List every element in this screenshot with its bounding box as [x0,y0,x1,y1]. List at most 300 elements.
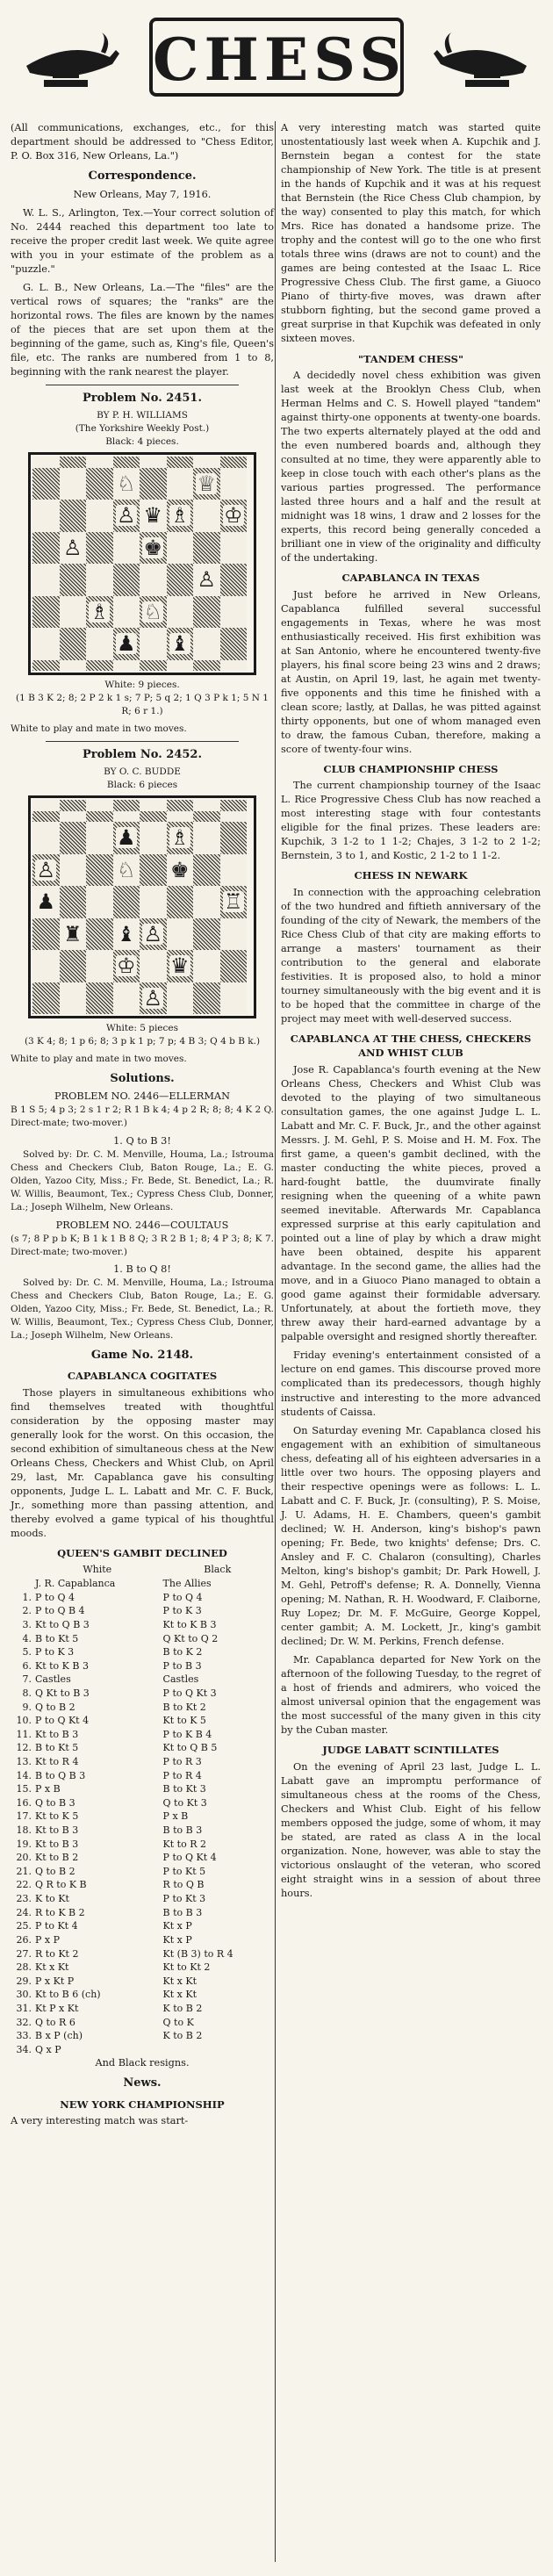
board-square [140,500,167,532]
move-row [11,2029,274,2043]
black-move: B to Kt 2 [162,1701,206,1713]
board-square [60,564,87,596]
game-intro: Those players in simultaneous exhibitions who find themselves treated with thoughtful consideration by the opposing master may generally look for the worst. On this occasion, the second exhibition of simultaneous chess at the New Orleans Chess, Checkers and Whist Club, on April 29, last, Mr. Capablanca gave his consulting opponents, Judge L. L. Labatt and Mr. C. F. Buck, Jr., something more than passing attention, and thereby evolved a game typical of his thoughtful moods. [11,1386,274,1540]
problem-title: Problem No. 2452. [83,747,202,761]
board-square [86,822,113,854]
move-number: 12. [16,1742,32,1754]
move-row [11,1782,274,1796]
move-row [11,1988,274,2002]
news-paragraph: On Saturday evening Mr. Capablanca closed his engagement with an exhibition of simultaneous chess, defeating all of his eighteen adversaries in a little over two hours. The opposing players and their respective openings were as follows: L. L. Labatt and C. F. Buck, Jr. (consulting), P. S. Moise, J. U. Adams, H. E. Chambers, queen's gambit declined; W. H. Anderson, king's bishop's pawn opening; Fr. Bede, two knights' defense; Drs. C. Ansley and F. C. Chalaron (consulting), Charles Melton, king's bishop's gambit; Dr. Park Howell, J. M. Gehl, Petroff's defense; R. A. Donnelly, Vienna opening; M. Nathan, R. H. Woodward, F. Claiborne, Ruy Lopez; Dr. M. F. McGuire, George Koppel, center gambit; A. M. Lockett, Jr., king's gambit declined; Dr. W. M. Perkins, French defense. [281,1424,541,1648]
board-square [167,800,194,811]
board-square [113,532,140,565]
news-subheading: "TANDEM CHESS" [358,352,463,365]
news-paragraph: Jose R. Capablanca's fourth evening at the New Orleans Chess, Checkers and Whist Club was devoted to the playing of two simultaneous consultation games, the one against Judge L. L. Labatt and Mr. C. F. Buck, Jr., and the other against Messrs. J. M. Gehl, P. S. Moise and H. M. Fox. The first game, a queen's gambit declined, with the master conducting the white pieces, proved a hard-fought battle, the duumvirate finally resigning when the queening of a white pawn seemed inevitable. Afterwards Mr. Capablanca expressed surprise at this early capitulation and pointed out a line of play by which a draw might have been obtained, despite his apparent advantage. In the second game, the allies had the move, and in a Giuoco Piano managed to obtain a good game against their formidable adversary. Unfortunately, at about the fortieth move, they threw away their hard-earned advantage by a palpable oversight and resigned shortly thereafter. [281,1063,541,1343]
move-number: 1. [22,1591,32,1603]
chess-piece-icon: ♟ [36,889,55,915]
chess-piece-icon: ♘ [143,599,162,624]
board-square [220,950,248,982]
black-move: Kt x P [162,1920,192,1932]
move-row [11,1645,274,1659]
move-row [11,1714,274,1728]
black-move: Q to K [162,2016,194,2028]
chess-piece-icon: ♝ [116,921,136,946]
game-opening: QUEEN'S GAMBIT DECLINED [57,1547,227,1560]
white-move: Q to R 6 [35,2016,75,2028]
problem-task: White to play and mate in two moves. [11,1053,187,1064]
white-move: Q to B 2 [35,1865,75,1877]
news-subheading: NEW YORK CHAMPIONSHIP [60,2097,225,2111]
chess-piece-icon: ♛ [169,953,190,979]
chessboard-frame [28,795,256,1018]
board-square [140,564,167,596]
white-move: Q to B 3 [35,1796,75,1809]
news-paragraph: A decidedly novel chess exhibition was given last week at the Brooklyn Chess Club, when Herman Helms and C. S. Howell played "tandem" against thirty-one opponents at twenty-one boards. The two experts alternately played at the odd and the even numbered boards and, although they consulted at no time, they were apparently able to keep in close touch with each other's plans as the various parties progressed. The performance lasted three hours and a half and the result at midnight was 18 wins, 1 draw and 2 losses for the experts, this record being generally conceded a brilliant one in view of the originality and difficulty of the undertaking. [281,369,541,565]
white-move: Kt to B 3 [35,1824,79,1837]
board-square [193,822,220,854]
black-move: Kt to R 2 [162,1838,206,1850]
board-square [60,886,87,918]
move-list [11,1563,274,2056]
black-move: K to B 2 [162,2002,203,2014]
black-move: P to Q Kt 3 [162,1687,217,1699]
board-square [32,918,60,951]
move-row [11,1810,274,1824]
move-row [11,2043,274,2057]
chess-piece-icon: ♚ [143,535,162,560]
move-row [11,1961,274,1975]
black-move: B to B 3 [162,1824,203,1837]
board-square [86,564,113,596]
move-row [11,1687,274,1701]
board-square [86,811,113,823]
move-row [11,1933,274,1947]
board-square [140,822,167,854]
move-number: 6. [22,1659,32,1672]
news-subheading: CAPABLANCA AT THE CHESS, CHECKERS AND WHIST CLUB [290,1033,532,1060]
board-square [220,811,248,823]
black-move: P to Q 4 [162,1591,203,1603]
solution-solvers: Solved by: Dr. C. M. Menville, Houma, La.; Istrouma Chess and Checkers Club, Baton Rouge, La.; E. G. Olden, Yazoo City, Miss.; Fr. Bede, St. Benedict, La.; R. W. Willis, Beaumont, Tex.; Cypress Chess Club, Donner, La.; Joseph Wilhelm, New Orleans. [11,1149,274,1212]
white-move: P to K 3 [35,1646,75,1659]
board-square [167,468,194,500]
board-square [220,596,248,629]
board-square [86,854,113,887]
board-square [140,886,167,918]
chess-piece-icon: ♘ [116,857,136,882]
news-subheading: JUDGE LABATT SCINTILLATES [322,1744,499,1757]
news-subheading: CAPABLANCA IN TEXAS [341,572,480,585]
board-square [167,811,194,823]
board-square [140,800,167,811]
board-square [113,854,140,887]
board-square [60,596,87,629]
board-square [86,628,113,660]
move-number: 26. [16,1933,32,1946]
news-paragraph: Mr. Capablanca departed for New York on the afternoon of the following Tuesday, to the regret of a host of friends and admirers, who voiced the almost universal opinion that the engagement was the most successful of the many given in this city by the Cuban master. [281,1654,541,1737]
board-square [220,532,248,565]
black-column-head: Black [204,1564,232,1576]
black-move: P to K 3 [162,1605,202,1617]
board-square [193,800,220,811]
board-square [60,950,87,982]
board-square [140,468,167,500]
board-square [60,800,87,811]
board-square [60,500,87,532]
board-square [140,950,167,982]
board-square [193,854,220,887]
chess-piece-icon: ♘ [116,471,136,496]
chess-piece-icon: ♙ [197,567,216,593]
masthead-title: CHESS [149,18,404,97]
board-square [167,854,194,887]
chess-piece-icon: ♙ [62,535,83,560]
move-number: 8. [22,1687,32,1699]
board-square [220,628,248,660]
black-move: B to Kt 3 [162,1783,206,1795]
board-square [167,660,194,672]
game-result: And Black resigns. [95,2057,190,2069]
problem-task: White to play and mate in two moves. [11,723,187,734]
move-row [11,1755,274,1769]
chess-piece-icon: ♗ [90,599,109,624]
correspondence-heading: Correspondence. [88,169,197,183]
move-number: 5. [22,1646,32,1659]
black-move: Kt (B 3) to R 4 [162,1947,233,1960]
intro-note: (All communications, exchanges, etc., for this department should be addressed to "Chess Editor, P. O. Box 316, New Orleans, La.") [11,122,274,162]
board-square [32,822,60,854]
move-number: 27. [16,1947,32,1960]
correspondence-reply: G. L. B., New Orleans, La.—The "files" are the vertical rows of squares; the "ranks" are the horizontal rows. The files are known by the names of the pieces that are set upon them at the beginning of the game, such as, King's file, Queen's file, etc. The ranks are numbered from 1 to 8, beginning with the rank nearest the player. [11,281,274,378]
board-square [220,564,248,596]
white-move: B to Q B 3 [35,1769,86,1781]
move-row [11,1618,274,1632]
chessboard [32,800,247,1014]
black-move: Kt to K 5 [162,1715,206,1727]
board-square [113,457,140,468]
move-number: 34. [16,2043,32,2055]
board-square [193,468,220,500]
board-square [60,822,87,854]
board-square [113,982,140,1015]
move-number: 21. [16,1865,32,1877]
move-number: 24. [16,1906,32,1918]
move-row [11,1632,274,1646]
board-square [32,886,60,918]
solution-notation: (s 7; 8 P p b K; B 1 k 1 B 8 Q; 3 R 2 B 1; 8; 4 P 3; 8; K 7. Direct-mate; two-mover.) [11,1233,274,1257]
board-square [140,854,167,887]
white-move: Kt to R 4 [35,1755,79,1767]
problem-notation: (3 K 4; 8; 1 p 6; 8; 3 p k 1 p; 7 p; 4 B 3; Q 4 b B k.) [24,1035,261,1047]
lamp-of-knowledge-icon [18,31,123,92]
move-number: 15. [16,1783,32,1795]
board-square [140,596,167,629]
black-move: P to K B 4 [162,1728,212,1740]
board-square [60,660,87,672]
black-move: Kt to Q B 5 [162,1742,218,1754]
news-paragraph: On the evening of April 23 last, Judge L. L. Labatt gave an impromptu performance of simultaneous chess at the rooms of the Chess, Checkers and Whist Club. Eight of his fellow members opposed the judge, some of whom, it may be stated, are rated as class A in the local organization. None, however, was able to stay the victorious onslaught of the veteran, who scored eight straight wins in a session of about three hours. [281,1760,541,1899]
board-square [32,800,60,811]
white-move: R to Kt 2 [35,1947,79,1960]
chess-piece-icon: ♙ [143,921,162,946]
white-move: P to Q 4 [35,1591,75,1603]
board-square [140,628,167,660]
black-move: Kt x P [162,1933,192,1946]
white-move: Castles [35,1673,71,1686]
white-piece-count: White: 5 pieces [105,1023,179,1034]
problem-notation: (1 B 3 K 2; 8; 2 P 2 k 1 s; 7 P; 5 q 2; 1 Q 3 P k 1; 5 N 1 R; 6 r 1.) [16,693,269,716]
board-square [86,457,113,468]
white-column-head: White [83,1564,112,1576]
move-row [11,2002,274,2016]
move-number: 10. [16,1715,32,1727]
board-square [113,660,140,672]
problem-title: Problem No. 2451. [83,391,202,405]
move-number: 9. [22,1701,32,1713]
news-subheading: CHESS IN NEWARK [354,869,468,882]
board-square [193,982,220,1015]
solutions-heading: Solutions. [110,1071,175,1085]
chess-piece-icon: ♙ [36,857,55,882]
move-number: 22. [16,1879,32,1891]
board-square [220,660,248,672]
board-square [167,918,194,951]
chess-piece-icon: ♔ [116,953,136,979]
correspondence-reply: W. L. S., Arlington, Tex.—Your correct solution of No. 2444 reached this department too late to receive the proper credit last week. We quite agree with you in your estimate of the problem as a "puzzle." [11,206,274,275]
white-move: Kt to K B 3 [35,1659,89,1672]
board-square [167,596,194,629]
chess-piece-icon: ♜ [62,921,83,946]
black-move: Q to Kt 3 [162,1796,207,1809]
board-square [113,822,140,854]
move-number: 7. [22,1673,32,1686]
move-number: 29. [16,1975,32,1987]
left-column [11,121,274,2133]
chess-piece-icon: ♚ [169,857,190,882]
move-row [11,1947,274,1961]
board-square [167,500,194,532]
masthead [0,0,553,114]
chess-piece-icon: ♗ [169,503,190,529]
board-square [60,628,87,660]
black-move: B to K 2 [162,1646,203,1659]
move-row [11,1604,274,1618]
black-move: Kt to Kt 2 [162,1961,211,1974]
move-number: 13. [16,1755,32,1767]
board-square [220,800,248,811]
move-number: 23. [16,1893,32,1905]
white-move: Q R to K B [35,1879,87,1891]
board-square [140,918,167,951]
black-move: P to Q Kt 4 [162,1852,217,1864]
board-square [86,596,113,629]
black-player-name: The Allies [162,1578,212,1590]
move-row [11,1919,274,1933]
board-square [32,596,60,629]
move-number: 16. [16,1796,32,1809]
move-row [11,1851,274,1865]
lamp-of-knowledge-icon [430,31,535,92]
move-row [11,1591,274,1605]
white-move: Kt P x Kt [35,2002,79,2014]
board-square [32,500,60,532]
chess-piece-icon: ♝ [169,631,190,657]
board-square [167,886,194,918]
board-square [140,982,167,1015]
board-square [167,950,194,982]
black-move: B to B 3 [162,1906,203,1918]
white-move: B x P (ch) [35,2030,83,2042]
solution-title: PROBLEM NO. 2446—ELLERMAN [54,1090,230,1103]
board-square [193,500,220,532]
white-move: Q to B 2 [35,1701,75,1713]
board-square [86,800,113,811]
news-subheading: CLUB CHAMPIONSHIP CHESS [323,762,499,775]
black-move: P to R 3 [162,1755,202,1767]
white-move: P x Kt P [35,1975,75,1987]
move-row [11,1701,274,1715]
board-square [220,468,248,500]
board-square [113,918,140,951]
board-square [193,564,220,596]
problem-author: BY P. H. WILLIAMS [97,410,188,421]
white-move: Kt to K 5 [35,1810,79,1823]
board-square [86,660,113,672]
board-square [220,500,248,532]
black-move: P to Kt 3 [162,1893,206,1905]
board-square [32,457,60,468]
right-column [281,121,541,1905]
black-move: P to B 3 [162,1659,202,1672]
board-square [167,982,194,1015]
board-square [140,811,167,823]
solution-title: PROBLEM NO. 2446—COULTAUS [55,1219,229,1231]
board-square [167,564,194,596]
chess-piece-icon: ♙ [116,503,136,529]
board-square [86,500,113,532]
board-square [32,854,60,887]
board-square [32,564,60,596]
move-row [11,1796,274,1810]
player-names [11,1577,274,1591]
black-move: Kt x Kt [162,1975,198,1987]
board-square [32,532,60,565]
move-number: 25. [16,1920,32,1932]
white-move: Kt to Q B 3 [35,1618,90,1630]
divider [46,741,239,742]
board-square [60,532,87,565]
chess-piece-icon: ♟ [116,825,136,851]
move-number: 32. [16,2016,32,2028]
board-square [86,918,113,951]
move-number: 4. [22,1632,32,1644]
white-move: P to Kt 4 [35,1920,78,1932]
board-square [113,950,140,982]
board-square [32,811,60,823]
board-square [113,628,140,660]
chess-piece-icon: ♖ [223,889,243,915]
chess-piece-icon: ♛ [143,503,162,529]
board-square [140,457,167,468]
black-piece-count: Black: 4 pieces. [105,436,179,448]
move-row [11,1741,274,1755]
move-row [11,1673,274,1687]
board-square [167,822,194,854]
move-row [11,1906,274,1920]
board-square [86,886,113,918]
move-row [11,2016,274,2030]
board-square [113,564,140,596]
move-number: 30. [16,1989,32,2001]
board-square [113,800,140,811]
news-paragraph: The current championship tourney of the Isaac L. Rice Progressive Chess Club has now reached a most interesting stage with four contestants eligible for the final prizes. These leaders are: Kupchik, 3 1-2 to 1 1-2; Chajes, 3 1-2 to 2 1-2; Bernstein, 3 to 1, and Kostic, 2 1-2 to 1 1-2. [281,780,541,862]
move-row [11,1878,274,1892]
chess-piece-icon: ♟ [116,631,136,657]
board-square [193,811,220,823]
white-move: R to K B 2 [35,1906,85,1918]
chessboard-frame [28,452,256,675]
black-move: P to R 4 [162,1769,202,1781]
move-list-header [11,1563,274,1577]
board-square [60,457,87,468]
white-move: Q Kt to B 3 [35,1687,90,1699]
board-square [86,468,113,500]
move-row [11,1892,274,1906]
move-row [11,1769,274,1783]
board-square [60,468,87,500]
chess-piece-icon: ♕ [197,471,216,496]
chess-piece-icon: ♙ [143,985,162,1011]
news-paragraph-start: A very interesting match was start- [11,2115,189,2127]
board-square [167,628,194,660]
board-square [113,596,140,629]
dateline: New Orleans, May 7, 1916. [73,188,212,200]
board-square [86,532,113,565]
white-move: Kt to B 3 [35,1838,79,1850]
white-move: B to Kt 5 [35,1632,79,1644]
board-square [193,628,220,660]
black-move: Kt x Kt [162,1989,198,2001]
move-number: 14. [16,1769,32,1781]
board-square [32,628,60,660]
move-number: 11. [16,1728,32,1740]
board-square [32,982,60,1015]
solution-key-move: 1. Q to B 3! [113,1135,171,1148]
board-square [220,886,248,918]
white-move: Kt to B 2 [35,1852,79,1864]
black-move: K to B 2 [162,2030,203,2042]
black-move: P x B [162,1810,189,1823]
move-number: 31. [16,2002,32,2014]
solution-solvers: Solved by: Dr. C. M. Menville, Houma, La.; Istrouma Chess and Checkers Club, Baton Rouge, La.; E. G. Olden, Yazoo City, Miss.; Fr. Bede, St. Benedict, La.; R. W. Willis, Beaumont, Tex.; Cypress Chess Club, Donner, La.; Joseph Wilhelm, New Orleans. [11,1277,274,1342]
white-move: P to Q Kt 4 [35,1715,90,1727]
move-row [11,1838,274,1852]
problem-author: BY O. C. BUDDE [104,766,181,778]
board-square [167,457,194,468]
news-paragraph: Friday evening's entertainment consisted of a lecture on end games. This discourse proved more complicated than its predecessors, though highly instructive and interesting to the more advanced students of Caissa. [281,1349,541,1418]
board-square [220,457,248,468]
board-square [193,596,220,629]
news-paragraph: Just before he arrived in New Orleans, Capablanca fulfilled several successful engagements in Texas, where he was most enthusiastically received. His first exhibition was at San Antonio, where he encountered twenty-five players, his final score being 23 wins and 2 draws; at Austin, on April 19, last, he again met twenty-five opponents and this time he finished with a clean score; lastly, at Dallas, he was pitted against thirty opponents, but one of whom managed even to draw, the famous Cuban, therefore, making a score of twenty-four wins. [281,588,541,755]
move-row [11,1975,274,1989]
black-move: Castles [162,1673,199,1686]
board-square [140,660,167,672]
move-row [11,1728,274,1742]
white-move: Kt x Kt [35,1961,69,1974]
news-heading: News. [123,2076,162,2090]
problem-source: (The Yorkshire Weekly Post.) [75,423,210,435]
white-move: P to Q B 4 [35,1605,85,1617]
board-square [167,532,194,565]
